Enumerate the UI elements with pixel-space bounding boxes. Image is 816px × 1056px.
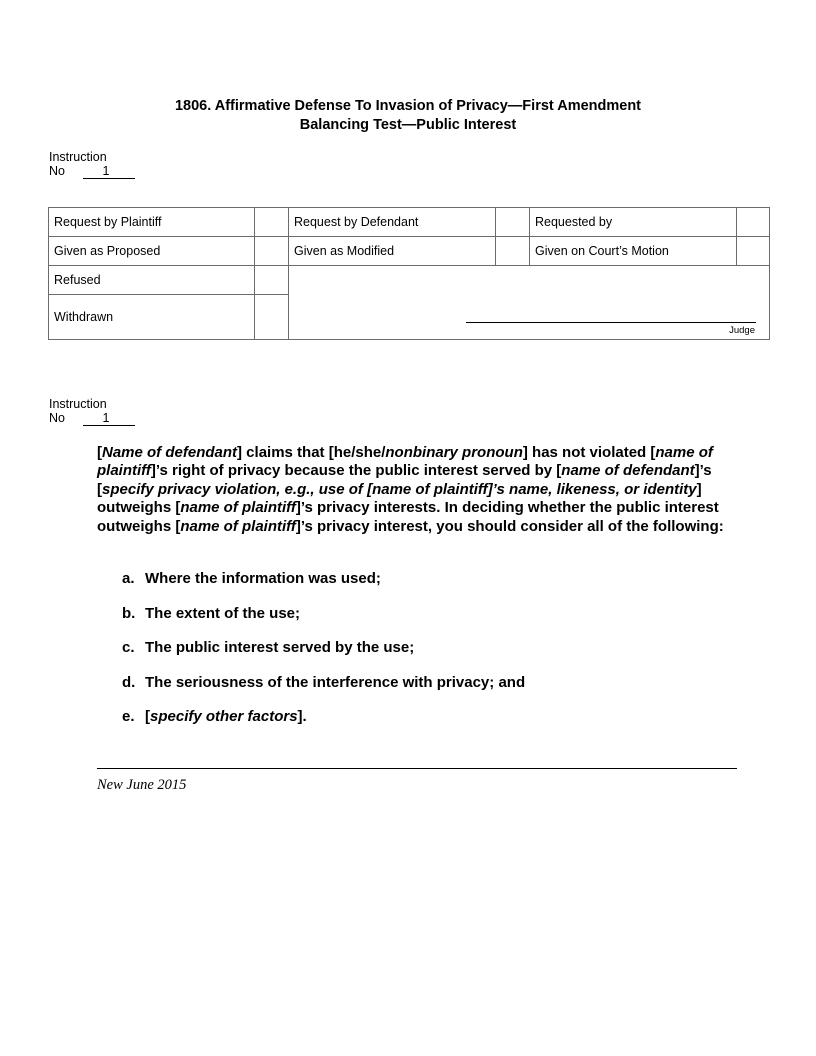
list-item-letter: e. bbox=[122, 708, 135, 725]
refused-label: Refused bbox=[49, 266, 255, 295]
list-item bbox=[122, 708, 742, 743]
text-run: ] outweighs [ bbox=[97, 480, 702, 517]
no-label: No bbox=[49, 411, 65, 425]
judge-signature-line[interactable] bbox=[466, 322, 756, 323]
footer-divider bbox=[97, 768, 737, 769]
placeholder-name-of-defendant: Name of defendant bbox=[102, 444, 238, 461]
instruction-title bbox=[0, 97, 816, 135]
instruction-number-field[interactable]: 1 bbox=[83, 412, 135, 426]
refused-checkbox[interactable] bbox=[255, 266, 289, 295]
list-item-letter: d. bbox=[122, 673, 136, 691]
list-item bbox=[122, 570, 742, 605]
placeholder-specify-privacy-violation: specify privacy violation, e.g., use of [name of plaintiff]’s name, likeness, or identity bbox=[102, 480, 697, 498]
title-line-2: Balancing Test—Public Interest bbox=[299, 117, 517, 133]
instruction-label: Instruction bbox=[49, 397, 107, 411]
request-by-defendant-label: Request by Defendant bbox=[289, 208, 496, 237]
list-item-text: Where the information was used; bbox=[145, 570, 381, 587]
instruction-label: Instruction bbox=[49, 150, 107, 164]
text-run: [ bbox=[97, 444, 102, 461]
given-on-courts-motion-checkbox[interactable] bbox=[737, 237, 770, 266]
judge-signature-area[interactable] bbox=[289, 266, 770, 340]
requested-by-checkbox[interactable] bbox=[737, 208, 770, 237]
instruction-number-bottom bbox=[49, 397, 135, 426]
placeholder-name-of-plaintiff: name of plaintiff bbox=[180, 517, 296, 535]
judge-label: Judge bbox=[729, 325, 755, 336]
given-as-proposed-checkbox[interactable] bbox=[255, 237, 289, 266]
text-run: ]’s [ bbox=[97, 462, 712, 498]
revision-note: New June 2015 bbox=[97, 777, 187, 793]
placeholder-name-of-plaintiff: name of plaintiff bbox=[97, 444, 713, 480]
instruction-paragraph bbox=[97, 444, 747, 536]
instruction-number-field[interactable]: 1 bbox=[83, 165, 135, 179]
text-run: ] has not violated [ bbox=[522, 444, 656, 461]
placeholder-name-of-defendant: name of defendant bbox=[561, 462, 695, 480]
text-run: [ bbox=[145, 708, 150, 725]
withdrawn-label: Withdrawn bbox=[49, 295, 255, 340]
list-item bbox=[122, 639, 742, 674]
list-item-text: The seriousness of the interference with privacy; and bbox=[145, 673, 526, 691]
text-run: ]. bbox=[297, 708, 307, 725]
text-run: ]’s right of privacy because the public interest served by [ bbox=[150, 462, 562, 480]
placeholder-nonbinary-pronoun: nonbinary pronoun bbox=[385, 444, 523, 461]
request-by-defendant-checkbox[interactable] bbox=[496, 208, 530, 237]
request-status-table bbox=[48, 207, 770, 340]
given-as-modified-checkbox[interactable] bbox=[496, 237, 530, 266]
list-item-text: The public interest served by the use; bbox=[145, 639, 415, 656]
requested-by-label: Requested by bbox=[530, 208, 737, 237]
request-by-plaintiff-label: Request by Plaintiff bbox=[49, 208, 255, 237]
list-item-text: The extent of the use; bbox=[145, 604, 301, 622]
list-item bbox=[122, 674, 742, 709]
withdrawn-checkbox[interactable] bbox=[255, 295, 289, 340]
text-run: ]’s privacy interests. In deciding whether the public interest outweighs [ bbox=[97, 499, 719, 535]
given-as-modified-label: Given as Modified bbox=[289, 237, 496, 266]
request-by-plaintiff-checkbox[interactable] bbox=[255, 208, 289, 237]
no-label: No bbox=[49, 164, 65, 178]
list-item-letter: b. bbox=[122, 604, 136, 622]
list-item bbox=[122, 605, 742, 640]
title-line-1: 1806. Affirmative Defense To Invasion of Privacy—First Amendment bbox=[174, 98, 642, 114]
instruction-number-top bbox=[49, 150, 135, 179]
text-run: ]’s privacy interest, you should consider all of the following: bbox=[295, 517, 724, 535]
placeholder-specify-other-factors: specify other factors bbox=[150, 708, 298, 725]
factor-list bbox=[122, 570, 742, 743]
given-on-courts-motion-label: Given on Court’s Motion bbox=[530, 237, 737, 266]
placeholder-name-of-plaintiff: name of plaintiff bbox=[180, 499, 296, 517]
text-run: ] claims that [he/she/ bbox=[237, 444, 386, 461]
list-item-letter: a. bbox=[122, 570, 135, 587]
list-item-letter: c. bbox=[122, 639, 135, 656]
given-as-proposed-label: Given as Proposed bbox=[49, 237, 255, 266]
